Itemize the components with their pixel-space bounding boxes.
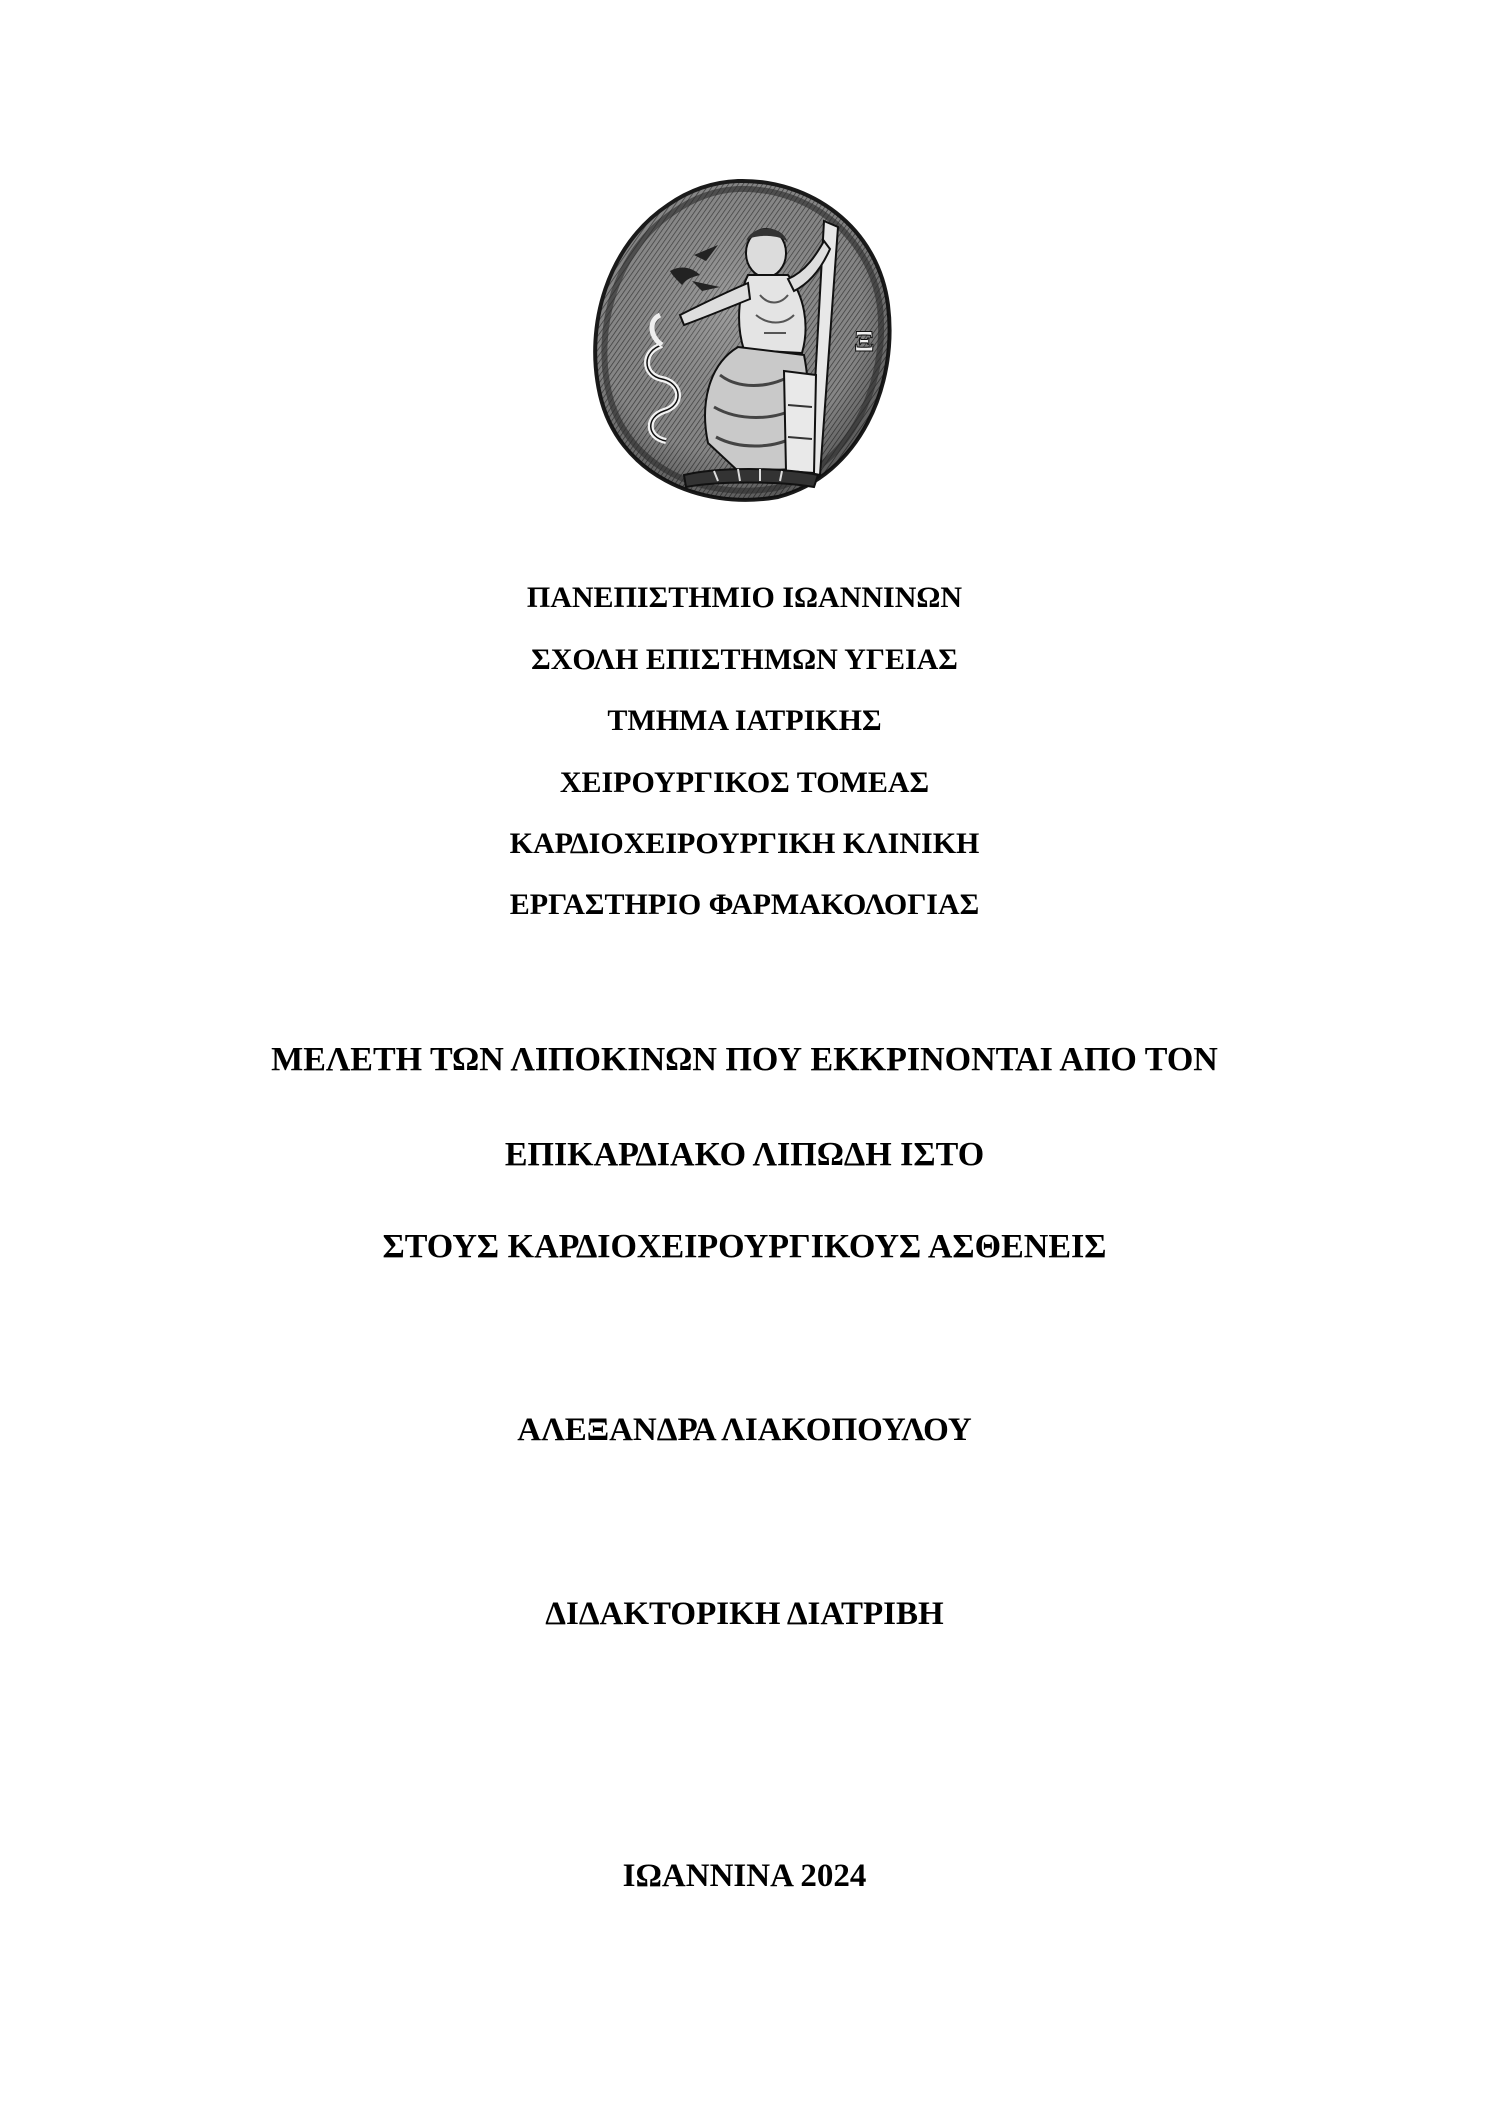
- university-coin-seal-icon: [588, 175, 898, 505]
- thesis-author: ΑΛΕΞΑΝΔΡΑ ΛΙΑΚΟΠΟΥΛΟΥ: [517, 1412, 972, 1448]
- institution-university: ΠΑΝΕΠΙΣΤΗΜΙΟ ΙΩΑΝΝΙΝΩΝ: [526, 581, 963, 614]
- institution-sector: ΧΕΙΡΟΥΡΓΙΚΟΣ ΤΟΜΕΑΣ: [559, 766, 930, 799]
- thesis-place-year: ΙΩΑΝΝΙΝΑ 2024: [622, 1858, 867, 1894]
- thesis-title-line-2: ΕΠΙΚΑΡΔΙΑΚΟ ΛΙΠΩΔΗ ΙΣΤΟ: [504, 1136, 985, 1173]
- thesis-title-line-3: ΣΤΟΥΣ ΚΑΡΔΙΟΧΕΙΡΟΥΡΓΙΚΟΥΣ ΑΣΘΕΝΕΙΣ: [382, 1228, 1107, 1265]
- institution-department: ΤΜΗΜΑ ΙΑΤΡΙΚΗΣ: [607, 704, 882, 737]
- institution-school: ΣΧΟΛΗ ΕΠΙΣΤΗΜΩΝ ΥΓΕΙΑΣ: [531, 643, 958, 676]
- coin-letter: Ξ: [854, 325, 875, 358]
- institution-laboratory: ΕΡΓΑΣΤΗΡΙΟ ΦΑΡΜΑΚΟΛΟΓΙΑΣ: [509, 888, 980, 921]
- thesis-title-line-1: ΜΕΛΕΤΗ ΤΩΝ ΛΙΠΟΚΙΝΩΝ ΠΟΥ ΕΚΚΡΙΝΟΝΤΑΙ ΑΠΟ ΤΟΝ: [271, 1041, 1218, 1078]
- institution-clinic: ΚΑΡΔΙΟΧΕΙΡΟΥΡΓΙΚΗ ΚΛΙΝΙΚΗ: [509, 827, 980, 860]
- thesis-type: ΔΙΔΑΚΤΟΡΙΚΗ ΔΙΑΤΡΙΒΗ: [545, 1596, 944, 1632]
